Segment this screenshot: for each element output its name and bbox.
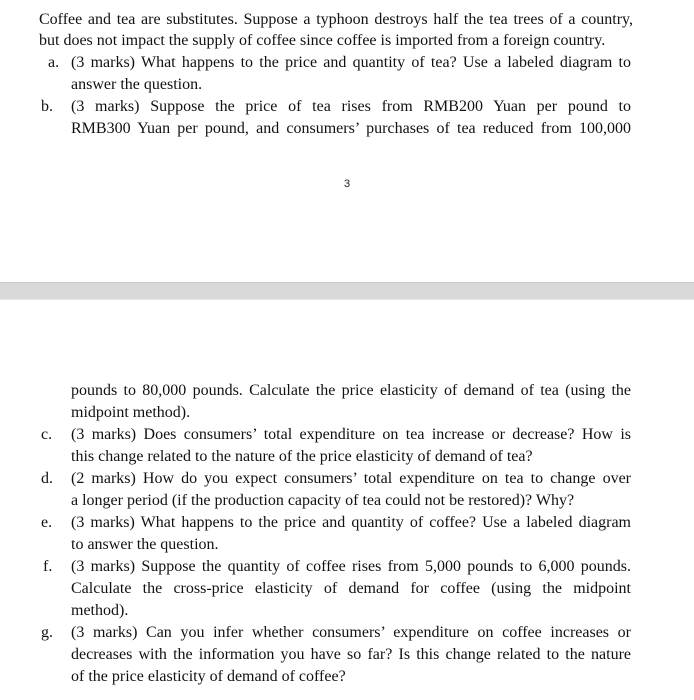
question-f-line-1: (3 marks) Suppose the quantity of coffee rises from 5,000 pounds to 6,000 pounds. xyxy=(71,558,631,575)
question-label-f: f. xyxy=(43,558,53,575)
question-c-line-1: (3 marks) Does consumers’ total expenditure on tea increase or decrease? How is xyxy=(71,426,631,443)
question-e-line-2: to answer the question. xyxy=(71,536,219,553)
question-d-line-2: a longer period (if the production capacity of tea could not be restored)? Why? xyxy=(71,492,575,509)
page-upper xyxy=(0,0,694,282)
question-b-line-1: (3 marks) Suppose the price of tea rises from RMB200 Yuan per pound to xyxy=(71,98,631,115)
question-a-line-1: (3 marks) What happens to the price and quantity of tea? Use a labeled diagram to xyxy=(71,54,631,71)
page-lower xyxy=(0,300,694,700)
question-b-line-4: midpoint method). xyxy=(71,404,191,421)
question-f-line-3: method). xyxy=(71,602,129,619)
question-label-a: a. xyxy=(48,54,60,71)
page-break-divider xyxy=(0,282,694,300)
question-label-g: g. xyxy=(41,624,53,641)
question-g-line-2: decreases with the information you have so far? Is this change related to the nature xyxy=(71,646,631,663)
intro-line-2: but does not impact the supply of coffee since coffee is imported from a foreign country. xyxy=(39,32,606,49)
question-c-line-2: this change related to the nature of the price elasticity of demand of tea? xyxy=(71,448,533,465)
question-d-line-1: (2 marks) How do you expect consumers’ total expenditure on tea to change over xyxy=(71,470,631,487)
question-g-line-1: (3 marks) Can you infer whether consumers’ expenditure on coffee increases or xyxy=(71,624,631,641)
question-f-line-2: Calculate the cross-price elasticity of demand for coffee (using the midpoint xyxy=(71,580,631,597)
question-label-b: b. xyxy=(41,98,53,115)
intro-line-1: Coffee and tea are substitutes. Suppose a typhoon destroys half the tea trees of a country, xyxy=(39,11,633,28)
question-label-e: e. xyxy=(41,514,53,531)
question-a-line-2: answer the question. xyxy=(71,76,203,93)
question-label-d: d. xyxy=(41,470,53,487)
question-e-line-1: (3 marks) What happens to the price and quantity of coffee? Use a labeled diagram xyxy=(71,514,631,531)
page-number: 3 xyxy=(343,178,351,190)
question-g-line-3: of the price elasticity of demand of coffee? xyxy=(71,668,346,685)
question-b-line-3: pounds to 80,000 pounds. Calculate the price elasticity of demand of tea (using the xyxy=(71,382,631,399)
question-b-line-2: RMB300 Yuan per pound, and consumers’ purchases of tea reduced from 100,000 xyxy=(71,120,631,137)
question-label-c: c. xyxy=(41,426,53,443)
